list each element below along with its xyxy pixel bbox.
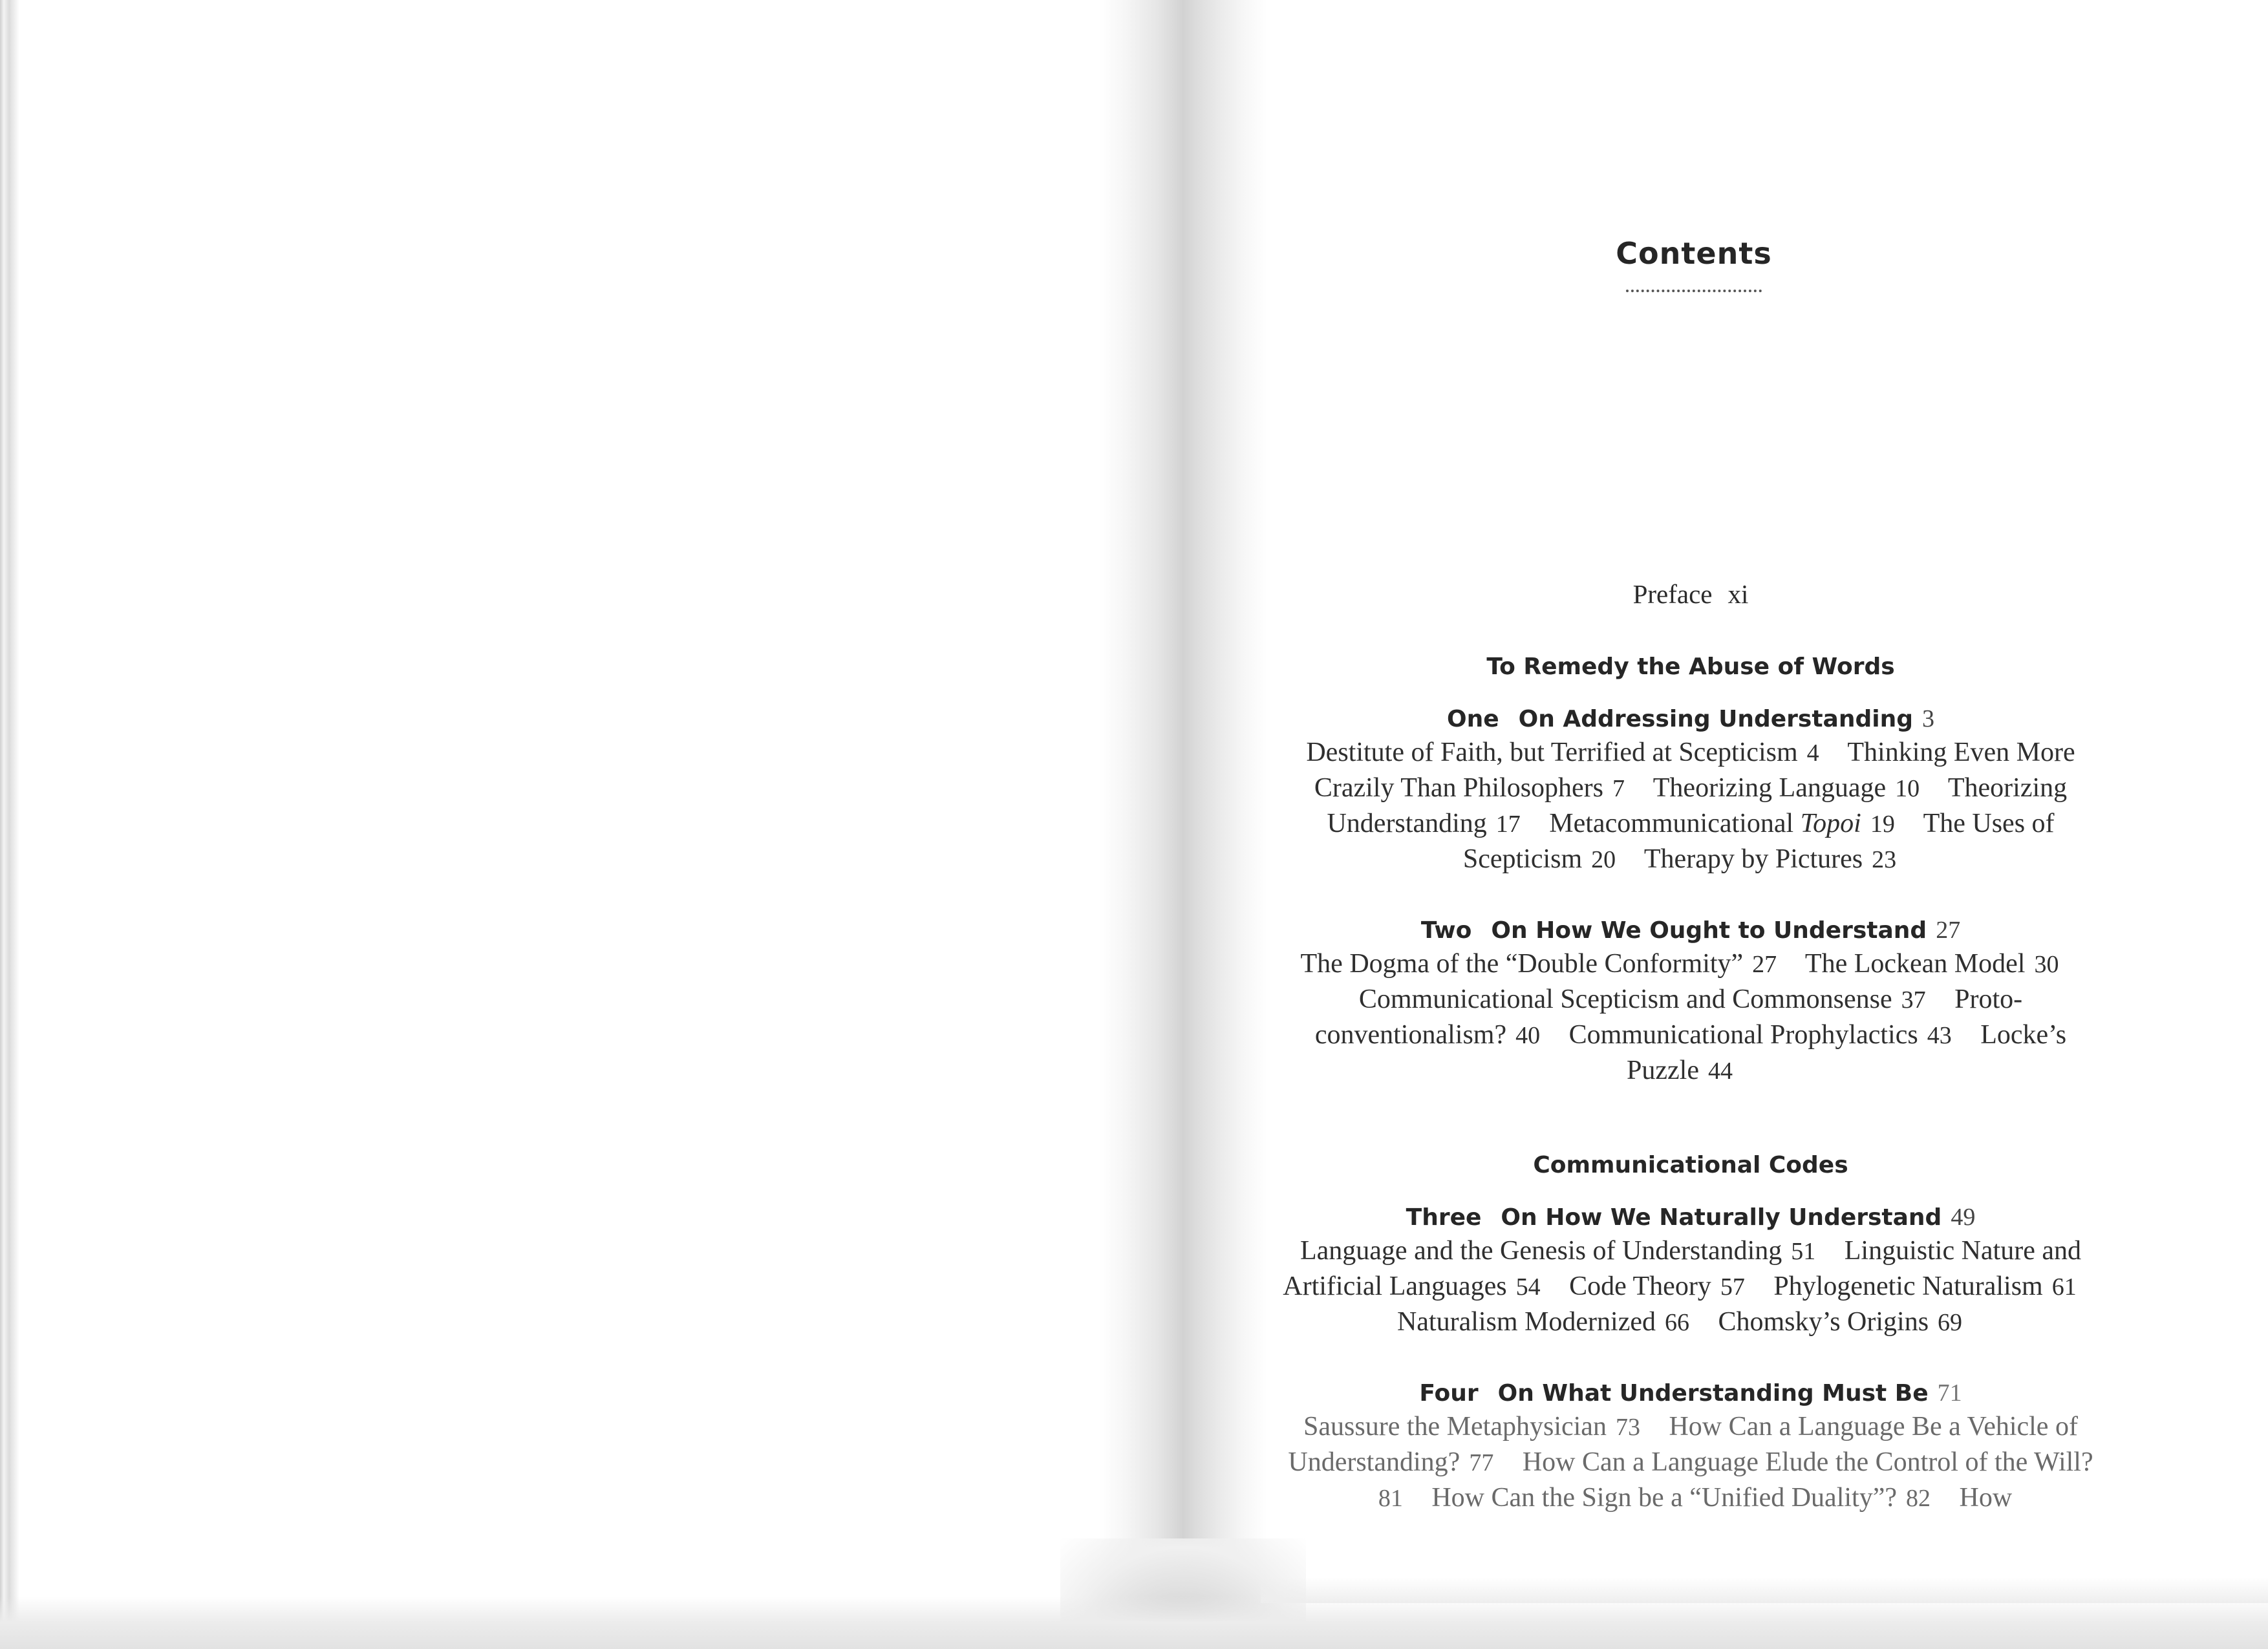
section-title: Chomsky’s Origins [1718, 1307, 1929, 1337]
section-page: 40 [1515, 1022, 1541, 1049]
part-spacer [1280, 1126, 2101, 1152]
section-title: Theorizing Language [1653, 773, 1887, 803]
section-entry [1718, 1307, 1985, 1337]
section-page: 73 [1615, 1414, 1640, 1441]
section-page: 44 [1707, 1058, 1733, 1085]
chapter-title: On How We Naturally Understand [1501, 1204, 1942, 1231]
section-list [1280, 735, 2101, 877]
section-page: 81 [1378, 1485, 1403, 1512]
chapter-number: One [1447, 706, 1499, 732]
section-title: The Uses of Scepticism [1462, 809, 2055, 874]
section-title: The Lockean Model [1804, 949, 2026, 979]
section-title: Proto-conventionalism? [1314, 984, 2023, 1050]
section-page: 30 [2034, 951, 2059, 978]
section-page: 17 [1495, 811, 1521, 838]
section-entry [1300, 1236, 1837, 1266]
chapter-heading [1280, 1202, 2101, 1233]
section-page: 77 [1469, 1449, 1494, 1476]
section-title: How Can a Language Be a Vehicle of Understanding? [1288, 1412, 2078, 1477]
section-page: 82 [1905, 1485, 1931, 1512]
page-left-edge-shadow [0, 0, 26, 1649]
section-entry [1301, 949, 1799, 979]
section-entry [1805, 949, 2081, 979]
chapter-heading [1280, 703, 2101, 735]
chapter-page: 3 [1922, 705, 1934, 732]
preface-label: Preface [1632, 579, 1713, 609]
section-title: Code Theory [1569, 1271, 1711, 1301]
part-heading: To Remedy the Abuse of Words [1486, 654, 1895, 680]
section-title: Metacommunicational Topoi [1549, 809, 1861, 838]
section-title: Destitute of Faith, but Terrified at Scepticism [1306, 738, 1798, 767]
section-entry [1569, 1271, 1767, 1301]
chapter-page: 27 [1936, 917, 1961, 944]
section-title: The Dogma of the “Double Conformity” [1300, 949, 1744, 979]
section-title: Theorizing Understanding [1327, 773, 2068, 838]
chapter-one [1280, 703, 2101, 877]
section-page: 61 [2051, 1273, 2077, 1301]
chapter-title: On Addressing Understanding [1518, 706, 1913, 732]
section-title: Naturalism Modernized [1396, 1307, 1656, 1337]
section-entry [1303, 1412, 1662, 1442]
section-title: How Can the Sign be a “Unified Duality”? [1431, 1483, 1897, 1513]
section-entry [1569, 1020, 1974, 1050]
part-heading: Communicational Codes [1533, 1152, 1848, 1178]
section-title: Communicational Prophylactics [1568, 1020, 1918, 1050]
section-entry [1653, 773, 1942, 803]
section-page: 69 [1938, 1309, 1963, 1336]
section-title: How Can a Language Elude the Control of the Will? [1522, 1447, 2093, 1477]
section-page: 4 [1806, 739, 1819, 767]
section-page: 10 [1895, 775, 1920, 802]
section-entry [1431, 1483, 1952, 1513]
title-dotted-rule [1626, 290, 1762, 292]
chapter-title: On What Understanding Must Be [1497, 1380, 1929, 1407]
section-title: Thinking Even More Crazily Than Philosophers [1314, 738, 2075, 803]
chapter-page: 71 [1937, 1379, 1962, 1407]
chapter-page: 49 [1951, 1204, 1976, 1231]
section-page: 37 [1901, 986, 1926, 1014]
chapter-heading [1280, 1378, 2101, 1409]
section-page: 57 [1720, 1273, 1745, 1301]
section-page: 7 [1612, 775, 1625, 802]
chapter-number: Four [1419, 1380, 1479, 1407]
chapter-number: Three [1406, 1204, 1482, 1231]
chapter-three [1280, 1202, 2101, 1340]
section-list [1280, 1409, 2101, 1516]
scan-bottom-edge [0, 1597, 2268, 1649]
preface-entry [1280, 579, 2101, 610]
contents-title: Contents [1616, 236, 1772, 271]
section-title: Linguistic Nature and Artificial Languages [1283, 1236, 2081, 1301]
section-title: Communicational Scepticism and Commonsense [1358, 984, 1892, 1014]
section-list [1280, 946, 2101, 1089]
section-page: 43 [1927, 1022, 1952, 1049]
chapter-number: Two [1420, 917, 1472, 944]
section-page: 51 [1791, 1238, 1816, 1265]
section-page: 54 [1515, 1273, 1541, 1301]
section-entry [1644, 844, 1918, 874]
section-title: How [1959, 1483, 2013, 1513]
table-of-contents [1280, 579, 2101, 1553]
section-entry [1959, 1483, 2012, 1513]
section-page: 19 [1870, 811, 1895, 838]
section-page: 66 [1665, 1309, 1689, 1336]
section-entry [1549, 809, 1917, 838]
section-entry [1397, 1307, 1711, 1337]
chapter-two [1280, 915, 2101, 1089]
preface-page: xi [1728, 579, 1749, 609]
section-page: 27 [1752, 951, 1777, 978]
section-title: Therapy by Pictures [1643, 844, 1863, 874]
chapter-title: On How We Ought to Understand [1491, 917, 1927, 944]
chapter-four [1280, 1378, 2101, 1516]
book-gutter-shadow [1099, 0, 1267, 1649]
section-entry [1773, 1271, 2098, 1301]
chapter-heading [1280, 915, 2101, 946]
section-list [1280, 1233, 2101, 1340]
section-page: 23 [1872, 846, 1897, 873]
section-title: Phylogenetic Naturalism [1773, 1271, 2043, 1301]
section-title: Language and the Genesis of Understanding [1300, 1236, 1782, 1266]
section-entry [1306, 738, 1841, 767]
section-page: 20 [1591, 846, 1616, 873]
section-title: Locke’s Puzzle [1627, 1020, 2067, 1085]
section-title: Saussure the Metaphysician [1303, 1412, 1607, 1442]
section-entry [1359, 984, 1948, 1014]
